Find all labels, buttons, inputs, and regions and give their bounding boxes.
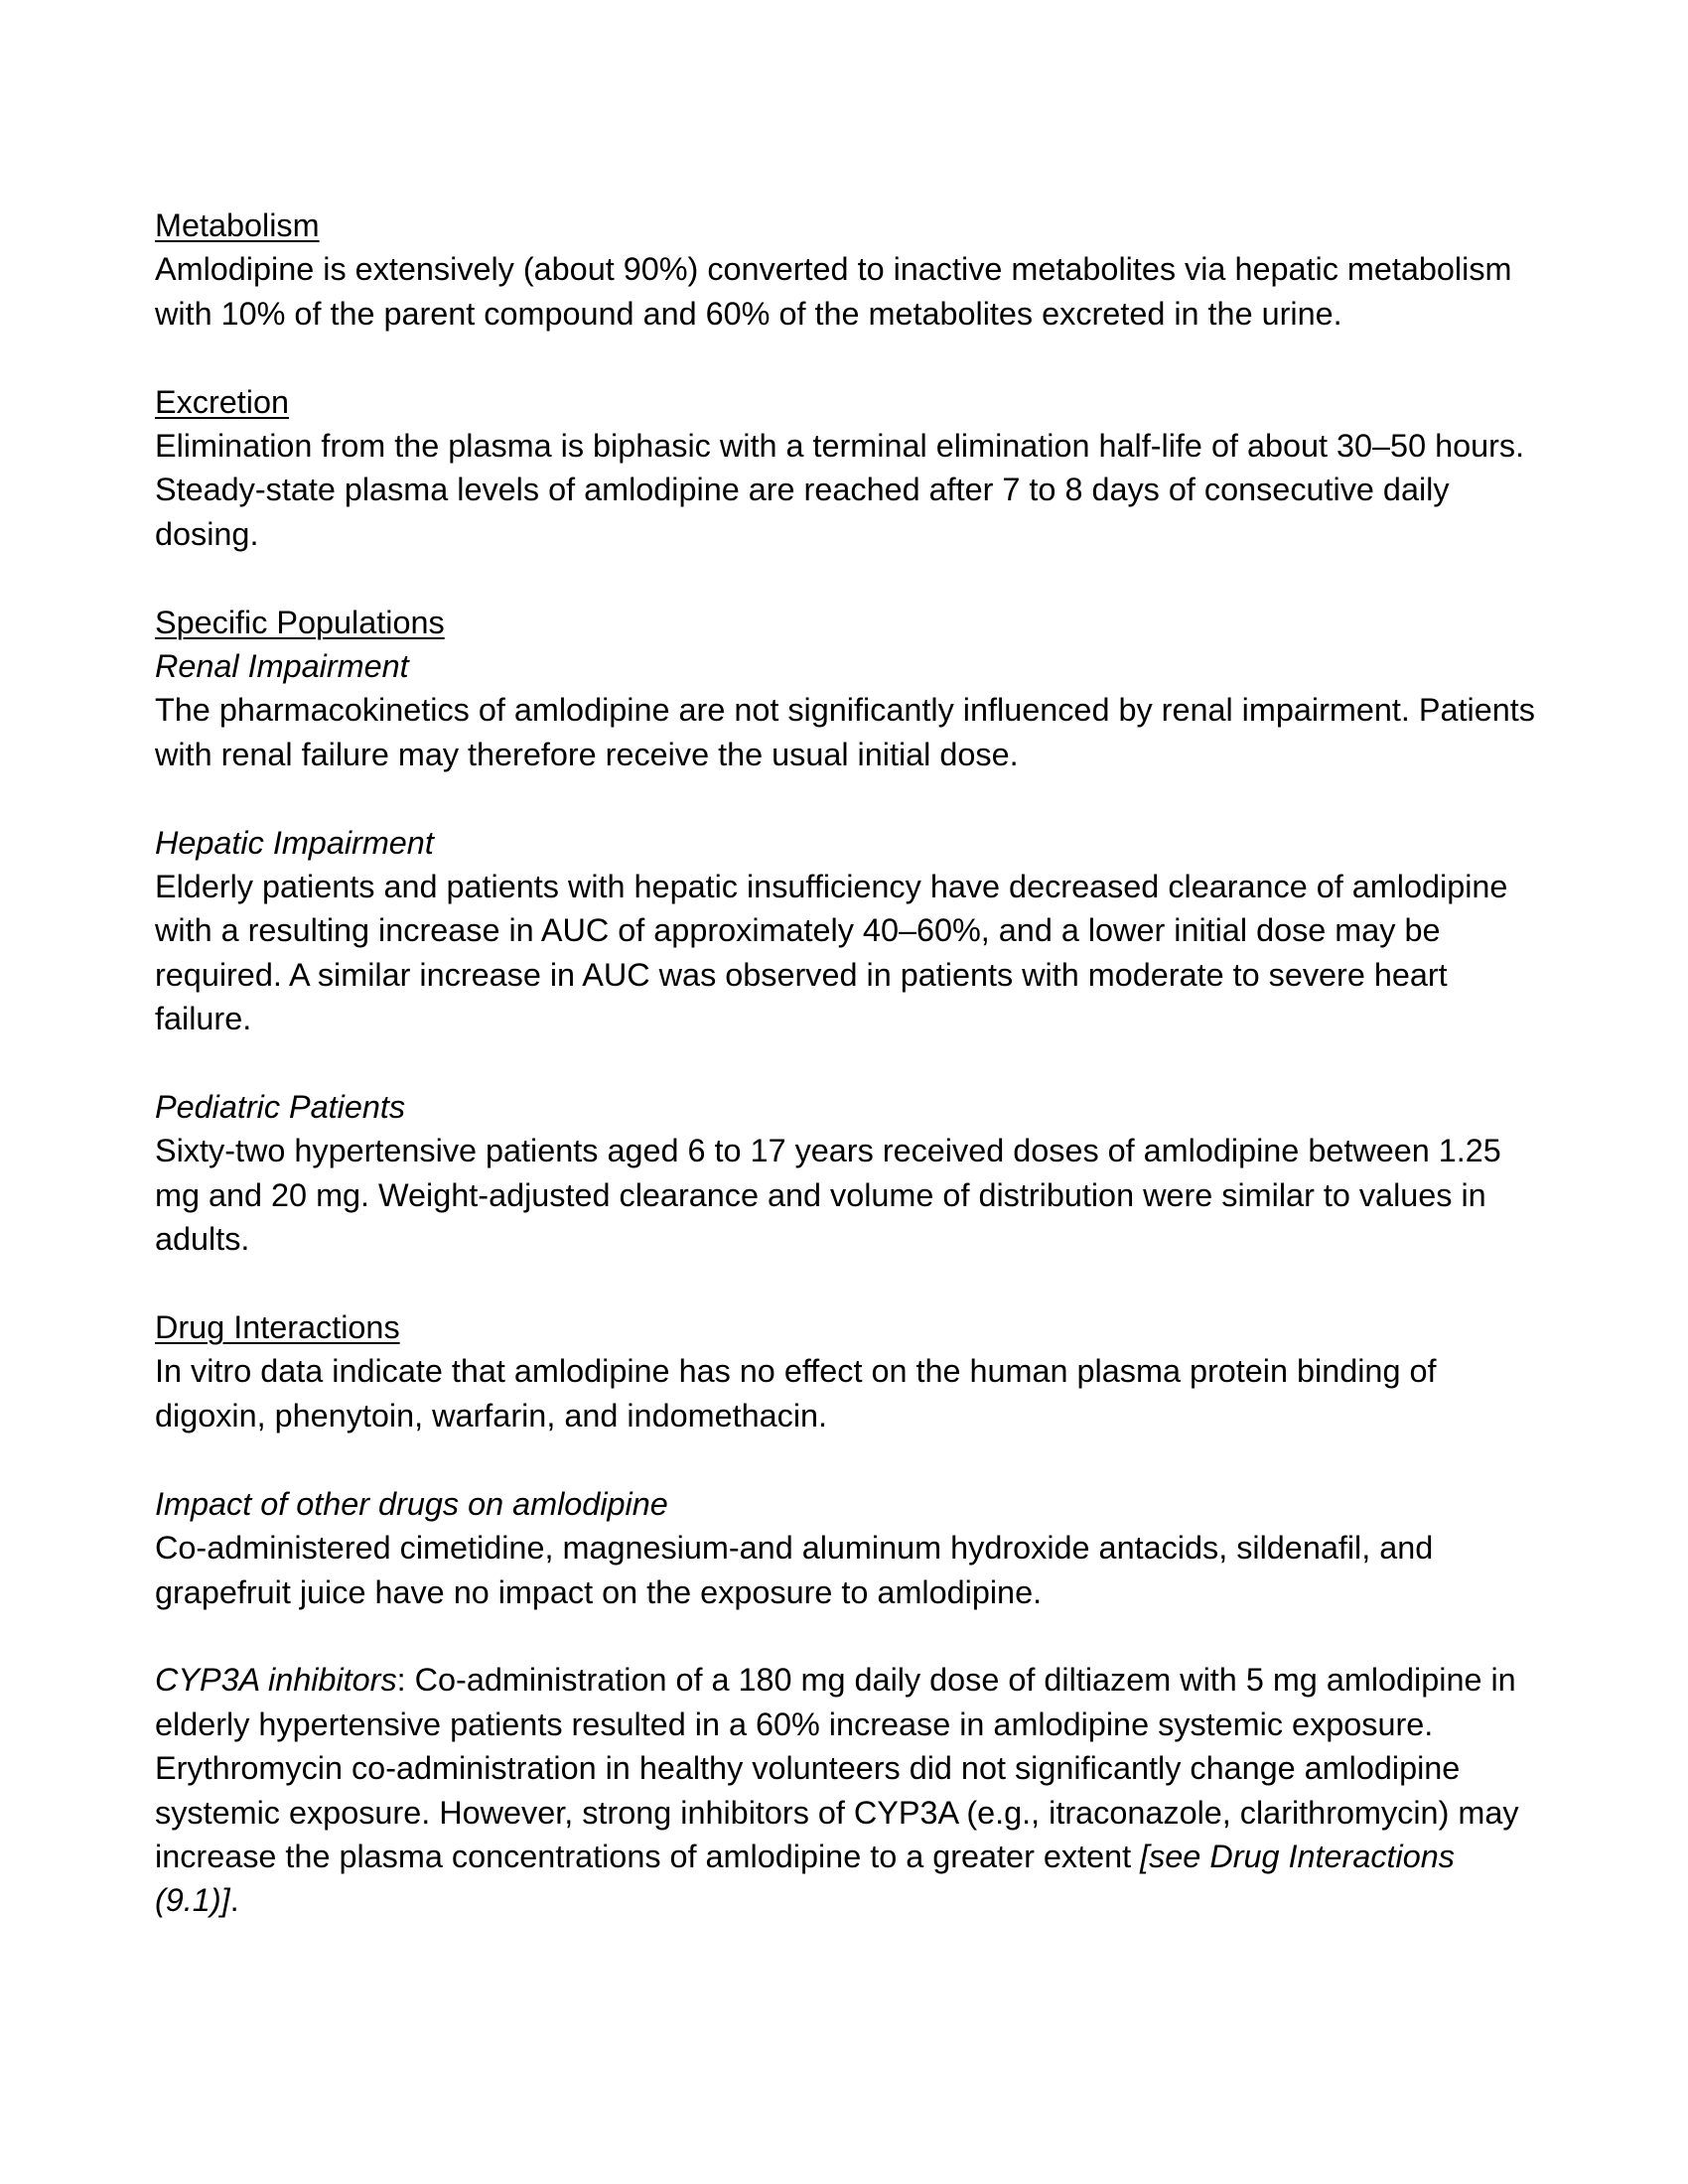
metabolism-section (155, 204, 1545, 336)
metabolism-heading: Metabolism (155, 207, 320, 243)
impact-other-drugs-subheading: Impact of other drugs on amlodipine (155, 1485, 668, 1522)
hepatic-impairment-section (155, 821, 1545, 1041)
drug-interactions-text: In vitro data indicate that amlodipine has no effect on the human plasma protein binding of digoxin, phenytoin, warfarin, and indomethacin. (155, 1353, 1437, 1433)
excretion-heading: Excretion (155, 383, 290, 420)
excretion-section (155, 380, 1545, 557)
drug-interactions-section (155, 1305, 1545, 1437)
impact-other-drugs-section (155, 1482, 1545, 1614)
cyp3a-inhibitors-section (155, 1658, 1545, 1922)
pediatric-patients-subheading: Pediatric Patients (155, 1089, 406, 1126)
hepatic-impairment-text: Elderly patients and patients with hepatic insufficiency have decreased clearance of amlodipine with a resulting increase in AUC of approximately 40–60%, and a lower initial dose may be required. A similar increase in AUC was observed in patients with moderate to severe heart failure. (155, 869, 1508, 1037)
pediatric-patients-text: Sixty-two hypertensive patients aged 6 to 17 years received doses of amlodipine between 1.25 mg and 20 mg. Weight-adjusted clearance and volume of distribution were similar to values in adults. (155, 1133, 1501, 1258)
hepatic-impairment-subheading: Hepatic Impairment (155, 824, 434, 861)
cyp3a-label: CYP3A inhibitors (155, 1662, 397, 1699)
drug-interactions-heading: Drug Interactions (155, 1309, 400, 1346)
renal-impairment-subheading: Renal Impairment (155, 648, 409, 685)
cyp3a-reference: [see Drug Interactions (9.1)] (155, 1838, 1455, 1919)
pediatric-patients-section (155, 1085, 1545, 1262)
cyp3a-end: . (229, 1882, 239, 1919)
cyp3a-text: : Co-administration of a 180 mg daily dose of diltiazem with 5 mg amlodipine in elderly hypertensive patients resulted in a 60% increase in amlodipine systemic exposure. Erythromycin co-administration in healthy volunteers did not significantly change amlodipine systemic exposure. However, strong inhibitors of CYP3A (e.g., itraconazole, clarithromycin) may increase the plasma concentrations of amlodipine to a greater extent (155, 1662, 1519, 1874)
excretion-text: Elimination from the plasma is biphasic with a terminal elimination half-life of about 30–50 hours. Steady-state plasma levels of amlodipine are reached after 7 to 8 days of consecutive daily dosing. (155, 428, 1525, 552)
document-page (155, 204, 1545, 1923)
specific-populations-section (155, 601, 1545, 777)
renal-impairment-text: The pharmacokinetics of amlodipine are not significantly influenced by renal impairment. Patients with renal failure may therefore receive the usual initial dose. (155, 692, 1535, 772)
specific-populations-heading: Specific Populations (155, 604, 445, 640)
impact-other-drugs-text: Co-administered cimetidine, magnesium-and aluminum hydroxide antacids, sildenafil, and grapefruit juice have no impact on the exposure to amlodipine. (155, 1530, 1434, 1610)
metabolism-text: Amlodipine is extensively (about 90%) converted to inactive metabolites via hepatic metabolism with 10% of the parent compound and 60% of the metabolites excreted in the urine. (155, 251, 1512, 332)
cyp3a-paragraph (155, 1658, 1545, 1922)
